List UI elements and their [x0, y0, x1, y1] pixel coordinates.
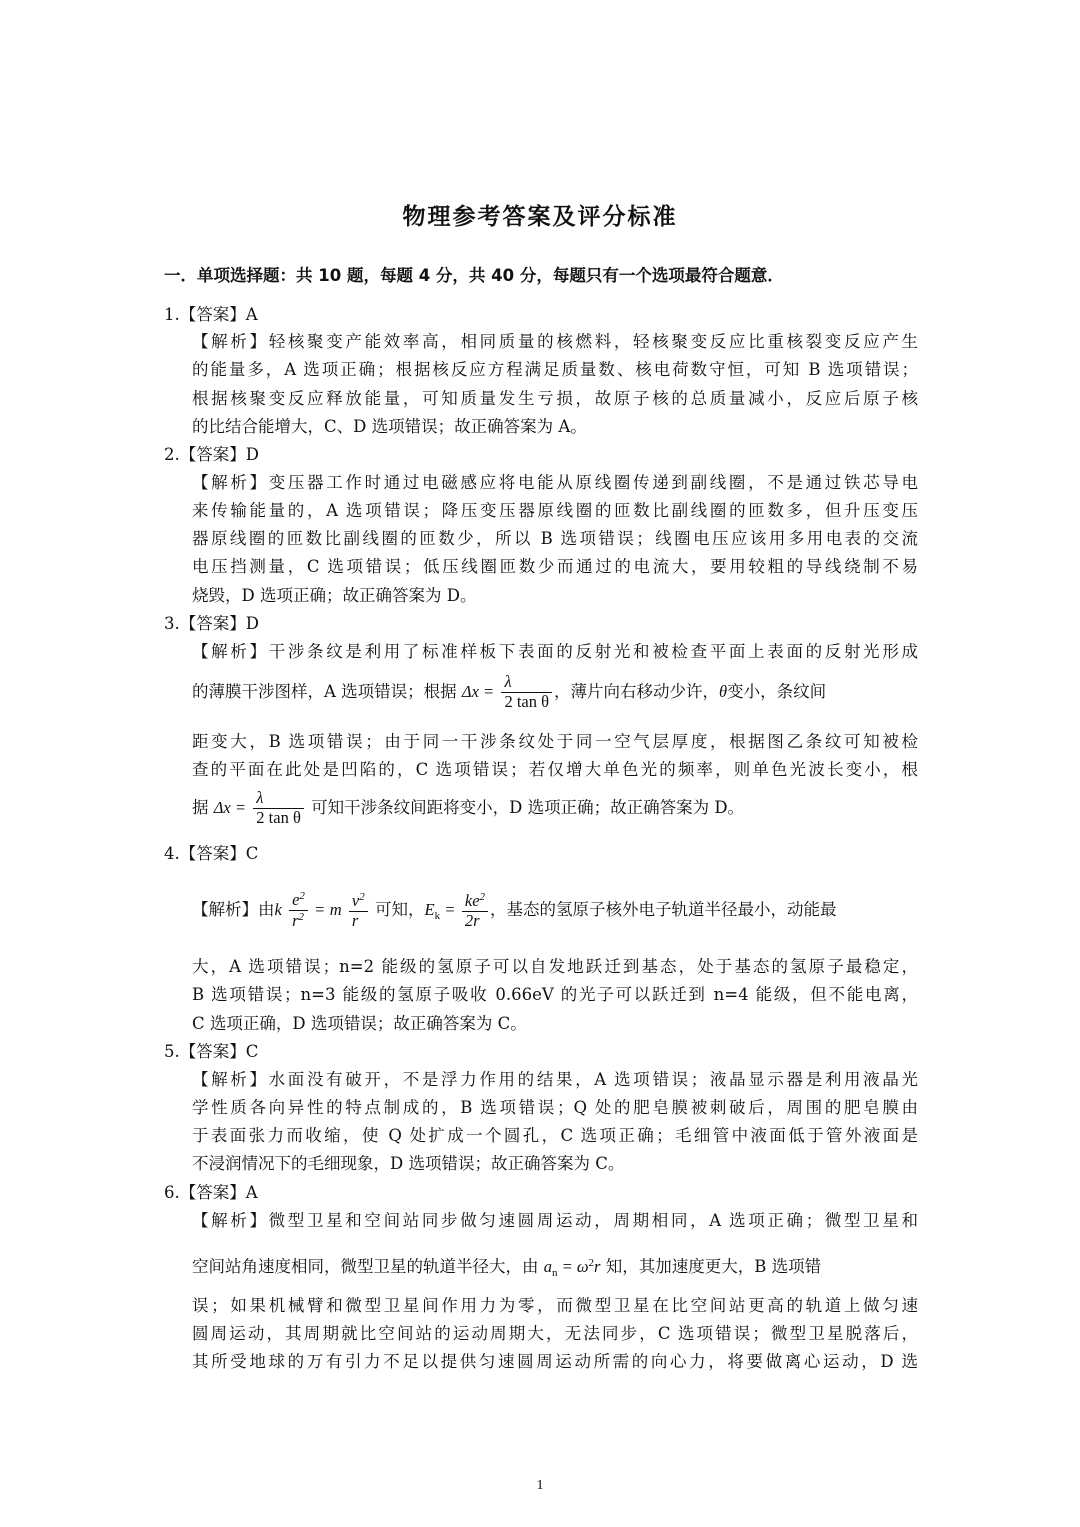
- q6-line: 【解析】微型卫星和空间站同步做匀速圆周运动，周期相同，A 选项正确；微型卫星和: [192, 1211, 918, 1230]
- q3-text: 变小，条纹间: [727, 682, 827, 701]
- q4-text: 可知，: [374, 900, 425, 919]
- q6-answer: 6.【答案】A: [164, 1183, 258, 1202]
- q3-formula-fraction: [253, 789, 304, 828]
- q3-text: ，薄片向右移动少许，: [554, 682, 720, 701]
- q1-line: 根据核聚变反应释放能量，可知质量发生亏损，故原子核的总质量减小，反应后原子核: [192, 389, 918, 408]
- q3-theta: θ: [719, 682, 728, 701]
- q3-formula-line: [192, 668, 918, 716]
- q4-m: m: [329, 900, 342, 919]
- q4-fraction-denominator: 2r: [464, 910, 480, 930]
- q3-formula-lhs: Δx =: [213, 798, 247, 817]
- q3-line: 【解析】干涉条纹是利用了标准样板下表面的反射光和被检查平面上表面的反射光形成: [192, 642, 918, 661]
- q5-answer: 5.【答案】C: [164, 1042, 259, 1061]
- q5-line: 学性质各向异性的特点制成的，B 选项错误；Q 处的肥皂膜被刺破后，周围的肥皂膜由: [192, 1098, 918, 1117]
- q3-text: 的薄膜干涉图样，A 选项错误；根据: [192, 682, 457, 701]
- q3-text: 可知干涉条纹间距将变小，D 选项正确；故正确答案为 D。: [311, 798, 745, 817]
- q4-line: B 选项错误；n=3 能级的氢原子吸收 0.66eV 的光子可以跃迁到 n=4 能级，但不能电离，: [192, 985, 918, 1004]
- q4-line: 大，A 选项错误；n=2 能级的氢原子可以自发地跃迁到基态，处于基态的氢原子最稳定，: [192, 957, 918, 976]
- q2-line: 【解析】变压器工作时通过电磁感应将电能从原线圈传递到副线圈，不是通过铁芯导电: [192, 473, 918, 492]
- q1-answer: 1.【答案】A: [164, 305, 258, 324]
- q4-equals: =: [445, 900, 455, 919]
- q3-formula-line: [192, 784, 918, 832]
- q6-line: 误；如果机械臂和微型卫星间作用力为零，而微型卫星在比空间站更高的轨道上做匀速: [192, 1296, 918, 1315]
- q4-text: ，基态的氢原子核外电子轨道半径最小，动能最: [490, 900, 837, 919]
- section-heading: 一．单项选择题：共 10 题，每题 4 分，共 40 分，每题只有一个选项最符合题意．: [164, 266, 784, 285]
- q2-answer: 2.【答案】D: [164, 445, 259, 464]
- q3-line: 距变大，B 选项错误；由于同一干涉条纹处于同一空气层厚度，根据图乙条纹可知被检: [192, 732, 918, 751]
- q5-line: 不浸润情况下的毛细现象，D 选项错误；故正确答案为 C。: [192, 1154, 625, 1173]
- q2-line: 烧毁，D 选项正确；故正确答案为 D。: [192, 586, 477, 605]
- q6-text: 空间站角速度相同，微型卫星的轨道半径大，由: [192, 1257, 539, 1276]
- q6-text: 知，其加速度更大，B 选项错: [605, 1257, 822, 1276]
- q3-text: 据: [192, 798, 209, 817]
- q4-fraction-numerator: $ke^2$: [462, 891, 488, 912]
- q2-line: 器原线圈的匝数比副线圈的匝数少，所以 B 选项错误；线圈电压应该用多用电表的交流: [192, 529, 918, 548]
- q3-formula-numerator: λ: [253, 789, 304, 809]
- q4-ek: $E_k$: [424, 900, 441, 922]
- q4-text: 【解析】由: [192, 900, 275, 919]
- page-title: 物理参考答案及评分标准: [402, 204, 678, 230]
- q4-formula-line: [192, 884, 918, 942]
- q1-line: 的能量多，A 选项正确；根据核反应方程满足质量数、核电荷数守恒，可知 B 选项错误；: [192, 360, 918, 379]
- q4-equals: =: [315, 900, 325, 919]
- q4-fraction-v-r: [349, 891, 368, 931]
- q4-line: C 选项正确，D 选项错误；故正确答案为 C。: [192, 1014, 527, 1033]
- q2-line: 来传输能量的，A 选项错误；降压变压器原线圈的匝数比副线圈的匝数多，但升压变压: [192, 501, 918, 520]
- q1-line: 【解析】轻核聚变产能效率高，相同质量的核燃料，轻核聚变反应比重核裂变反应产生: [192, 332, 918, 351]
- q5-line: 于表面张力而收缩，使 Q 处扩成一个圆孔，C 选项正确；毛细管中液面低于管外液面是: [192, 1126, 918, 1145]
- page-number: 1: [536, 1478, 544, 1493]
- q3-formula-denominator: 2 tan θ: [256, 808, 301, 827]
- q3-formula-fraction: [501, 673, 552, 712]
- q4-fraction-denominator: $r^2$: [292, 911, 304, 930]
- q6-formula-line: [192, 1248, 918, 1288]
- q4-fraction-numerator: $v^2$: [349, 891, 368, 912]
- q3-line: 查的平面在此处是凹陷的，C 选项错误；若仅增大单色光的频率，则单色光波长变小，根: [192, 760, 918, 779]
- q3-formula-lhs: Δx =: [461, 682, 495, 701]
- q3-formula-denominator: 2 tan θ: [504, 692, 550, 711]
- q4-answer: 4.【答案】C: [164, 844, 259, 863]
- q6-line: 圆周运动，其周期就比空间站的运动周期大，无法同步，C 选项错误；微型卫星脱落后，: [192, 1324, 918, 1343]
- q3-formula-numerator: λ: [501, 673, 552, 693]
- q4-fraction-ke-2r: [462, 891, 488, 931]
- q1-line: 的比结合能增大，C、D 选项错误；故正确答案为 A。: [192, 417, 587, 436]
- q6-line: 其所受地球的万有引力不足以提供匀速圆周运动所需的向心力，将要做离心运动，D 选: [192, 1352, 918, 1371]
- q4-fraction-numerator: $e^2$: [289, 890, 308, 911]
- q6-an-formula: $a_n = \omega^2r$: [543, 1257, 601, 1279]
- q4-fraction-e-r: [289, 890, 308, 931]
- q2-line: 电压挡测量，C 选项错误；低压线圈匝数少而通过的电流大，要用较粗的导线绕制不易: [192, 557, 918, 576]
- q5-line: 【解析】水面没有破开，不是浮力作用的结果，A 选项错误；液晶显示器是利用液晶光: [192, 1070, 918, 1089]
- q3-answer: 3.【答案】D: [164, 614, 259, 633]
- q4-k: k: [274, 900, 282, 919]
- q4-fraction-denominator: r: [351, 910, 359, 930]
